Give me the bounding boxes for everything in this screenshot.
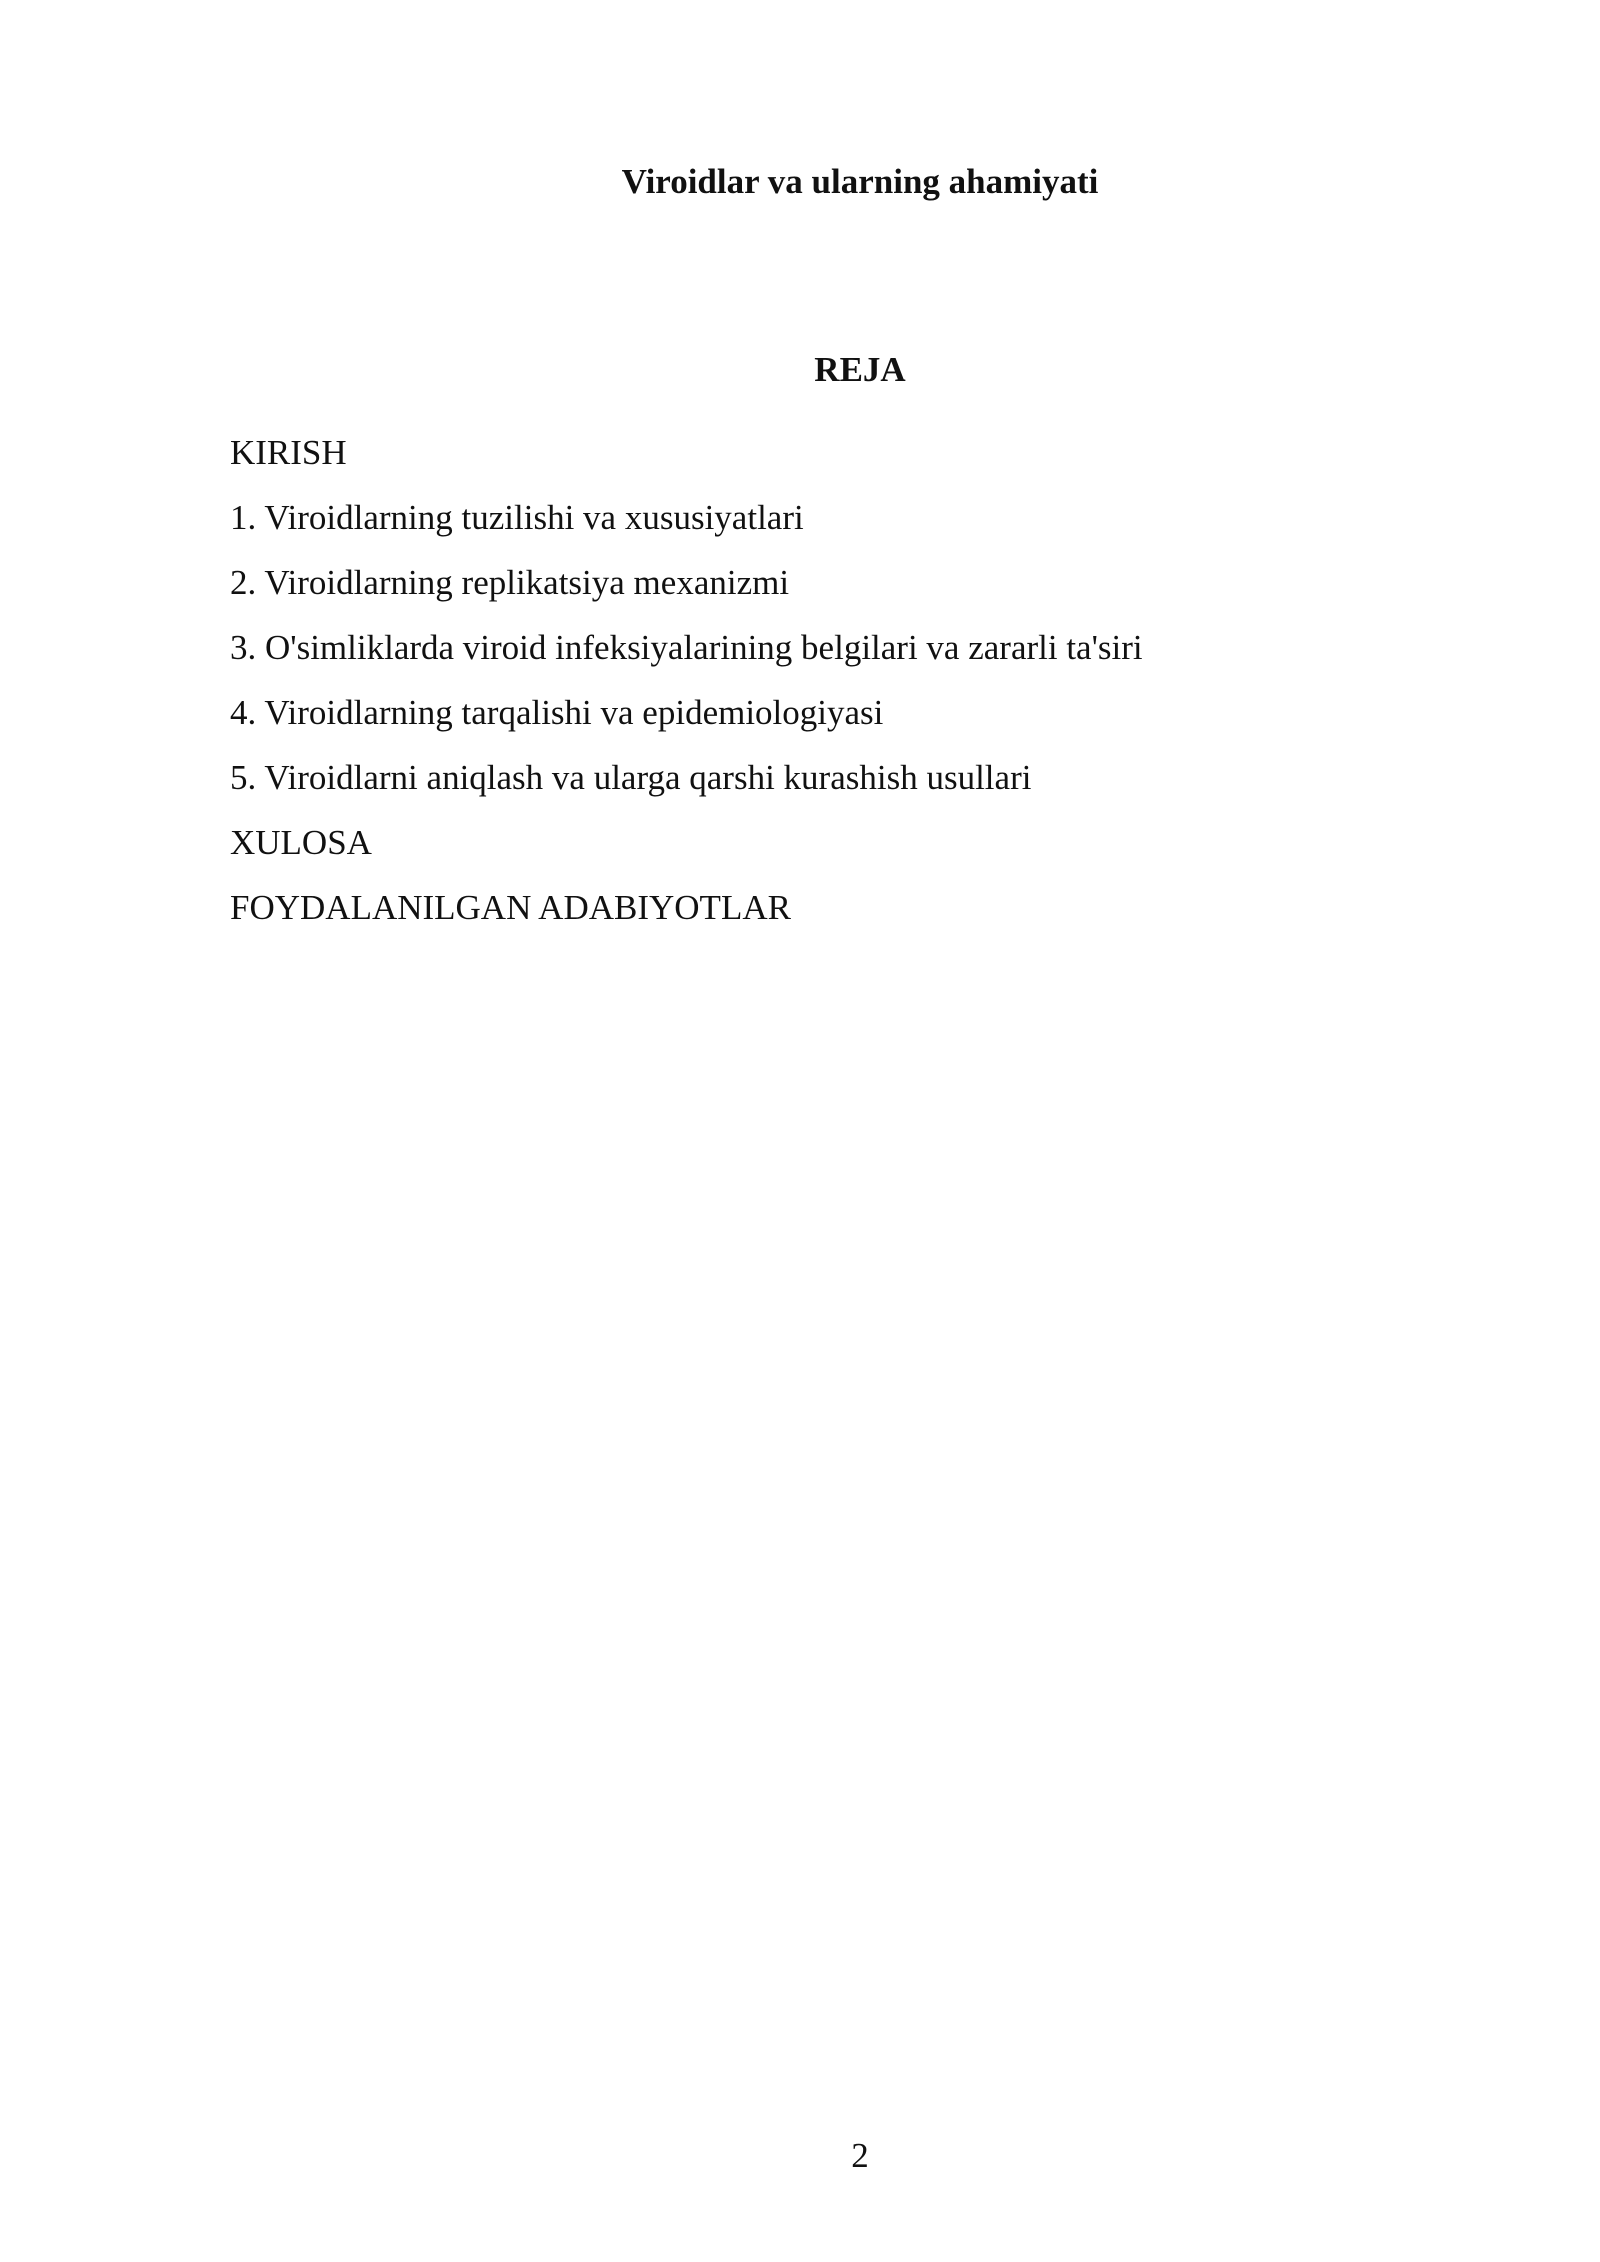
plan-item-1: 1. Viroidlarning tuzilishi va xususiyatlari [230, 498, 804, 537]
page-number: 2 [851, 2136, 869, 2175]
plan-heading-block [540, 348, 1180, 392]
plan-heading: REJA [814, 350, 906, 389]
plan-item-4: 4. Viroidlarning tarqalishi va epidemiologiyasi [230, 693, 884, 732]
plan-item-references: FOYDALANILGAN ADABIYOTLAR [230, 888, 791, 927]
title-block [540, 160, 1180, 204]
document-title: Viroidlar va ularning ahamiyati [621, 162, 1099, 201]
plan-item-conclusion: XULOSA [230, 823, 372, 862]
plan-item-5: 5. Viroidlarni aniqlash va ularga qarshi kurashish usullari [230, 758, 1032, 797]
plan-item-3: 3. O'simliklarda viroid infeksiyalarining belgilari va zararli ta'siri [230, 628, 1143, 667]
plan-item-2: 2. Viroidlarning replikatsiya mexanizmi [230, 563, 790, 602]
plan-list [230, 420, 1430, 940]
page-footer [760, 2134, 960, 2178]
plan-item-introduction: KIRISH [230, 433, 347, 472]
